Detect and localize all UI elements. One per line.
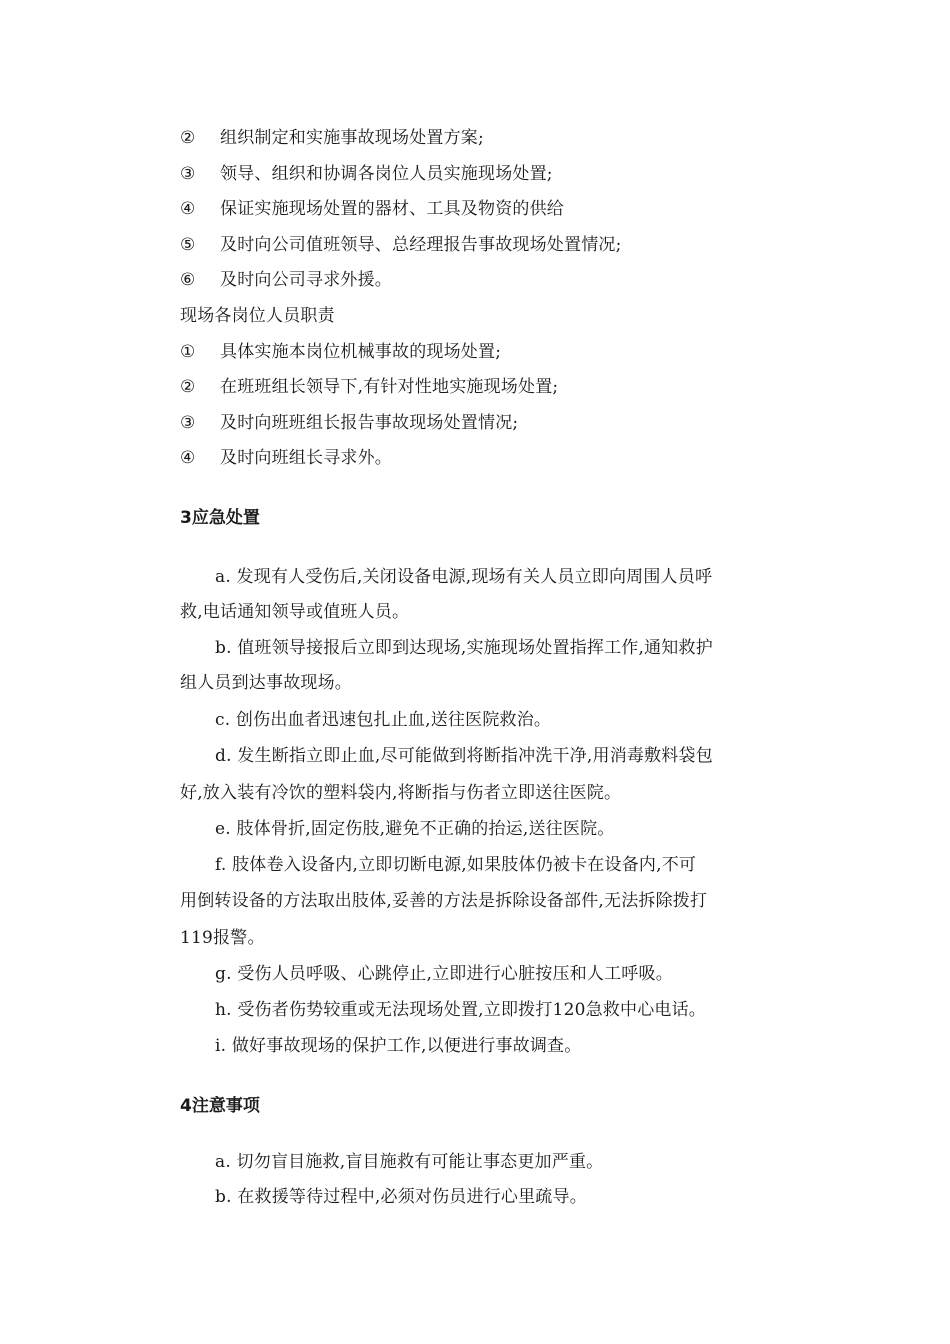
paragraph-line: 119报警。 [180, 928, 265, 948]
list-item [180, 268, 392, 292]
list-text: 及时向班组长寻求外。 [220, 448, 392, 468]
section-heading: 4注意事项 [180, 1096, 260, 1116]
list-text: 具体实施本岗位机械事故的现场处置; [220, 342, 502, 362]
list-number: ② [180, 128, 196, 148]
paragraph-line: 好,放入装有冷饮的塑料袋内,将断指与伤者立即送往医院。 [180, 783, 622, 803]
paragraph-line: e. 肢体骨折,固定伤肢,避免不正确的抬运,送往医院。 [215, 819, 615, 839]
list-text: 组织制定和实施事故现场处置方案; [220, 128, 484, 148]
paragraph-line: a. 发现有人受伤后,关闭设备电源,现场有关人员立即向周围人员呼 [215, 567, 713, 587]
list-number: ③ [180, 164, 196, 184]
paragraph-line: f. 肢体卷入设备内,立即切断电源,如果肢体仍被卡在设备内,不可 [215, 855, 697, 875]
list-number: ② [180, 377, 196, 397]
section-heading: 3应急处置 [180, 508, 260, 528]
list-item [180, 197, 564, 221]
list-number: ③ [180, 413, 196, 433]
paragraph-line: 用倒转设备的方法取出肢体,妥善的方法是拆除设备部件,无法拆除拨打 [180, 891, 708, 911]
paragraph-line: d. 发生断指立即止血,尽可能做到将断指冲洗干净,用消毒敷料袋包 [215, 746, 713, 766]
list-item [180, 411, 518, 435]
staff-duties-title: 现场各岗位人员职责 [180, 306, 335, 326]
paragraph-line: i. 做好事故现场的保护工作,以便进行事故调查。 [215, 1036, 582, 1056]
list-item [180, 233, 622, 257]
list-item [180, 162, 553, 186]
paragraph-line: 组人员到达事故现场。 [180, 673, 352, 693]
paragraph-line: c. 创伤出血者迅速包扎止血,送往医院救治。 [215, 710, 552, 730]
list-number: ⑤ [180, 235, 196, 255]
list-text: 及时向公司值班领导、总经理报告事故现场处置情况; [220, 235, 622, 255]
paragraph-line: b. 值班领导接报后立即到达现场,实施现场处置指挥工作,通知救护 [215, 638, 713, 658]
list-text: 保证实施现场处置的器材、工具及物资的供给 [220, 199, 564, 219]
list-text: 及时向班班组长报告事故现场处置情况; [220, 413, 519, 433]
paragraph-line: h. 受伤者伤势较重或无法现场处置,立即拨打120急救中心电话。 [215, 1000, 707, 1020]
list-item [180, 446, 392, 470]
list-item [180, 340, 501, 364]
list-text: 在班班组长领导下,有针对性地实施现场处置; [220, 377, 559, 397]
list-number: ④ [180, 448, 196, 468]
list-item [180, 126, 484, 150]
paragraph-line: a. 切勿盲目施救,盲目施救有可能让事态更加严重。 [215, 1152, 604, 1172]
paragraph-line: b. 在救援等待过程中,必须对伤员进行心里疏导。 [215, 1187, 587, 1207]
list-item [180, 375, 558, 399]
list-number: ⑥ [180, 270, 196, 290]
list-number: ④ [180, 199, 196, 219]
list-number: ① [180, 342, 196, 362]
list-text: 领导、组织和协调各岗位人员实施现场处置; [220, 164, 553, 184]
paragraph-line: 救,电话通知领导或值班人员。 [180, 602, 410, 622]
list-text: 及时向公司寻求外援。 [220, 270, 392, 290]
paragraph-line: g. 受伤人员呼吸、心跳停止,立即进行心脏按压和人工呼吸。 [215, 964, 673, 984]
